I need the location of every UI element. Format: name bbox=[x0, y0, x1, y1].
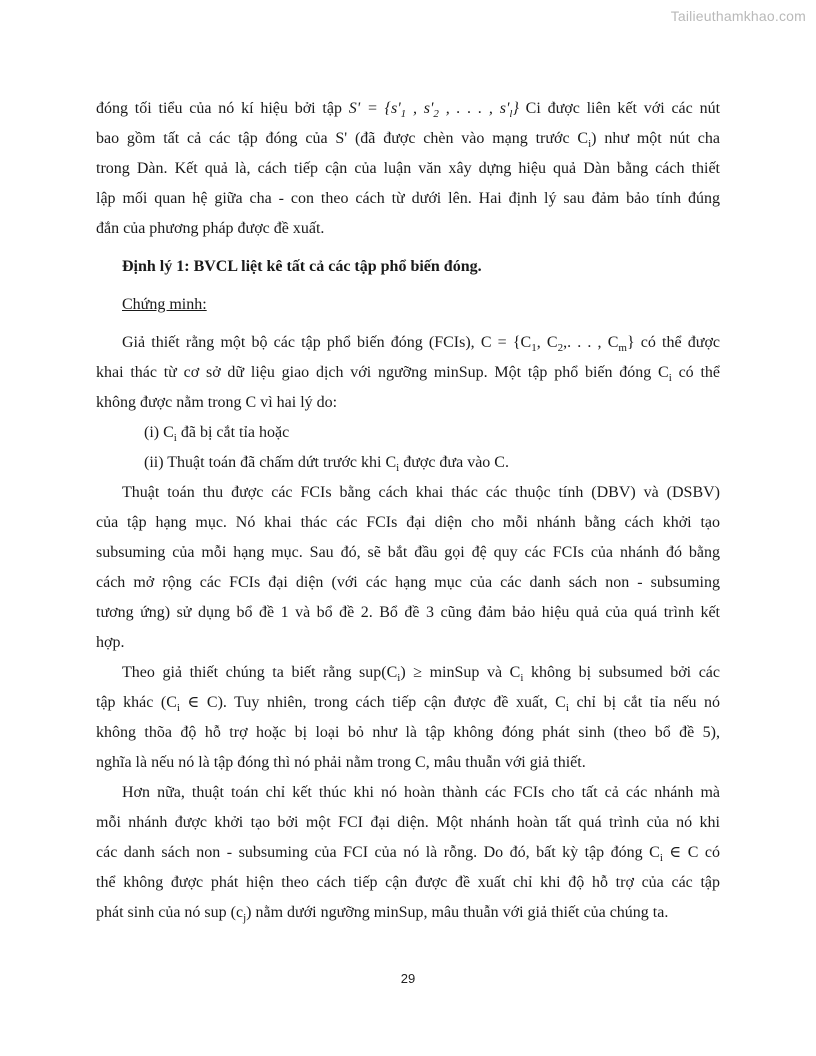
closed-set-notation: $S' = \{s'_1$ , $s'_2$ , . . . , $s'_l$} bbox=[348, 100, 519, 121]
paragraph-termination bbox=[96, 778, 720, 928]
reason-item-2: (ii) Thuật toán đã chấm dứt trước khi $C_i$ được đưa vào C. bbox=[144, 454, 509, 475]
theorem-heading: Định lý 1: BVCL liệt kê tất cả các tập phổ biến đóng. bbox=[122, 258, 482, 275]
text-line: không được nằm trong C vì hai lý do: bbox=[96, 394, 338, 411]
paragraph-algorithm bbox=[96, 478, 720, 658]
text-line: khai thác từ cơ sở dữ liệu giao dịch với ngưỡng minSup. Một tập phổ biến đóng $C_i$ có thể bbox=[96, 364, 720, 385]
text-line: nghĩa là nếu nó là tập đóng thì nó phải nằm trong C, mâu thuẫn với giả thiết. bbox=[96, 754, 586, 771]
text-line: Giả thiết rằng một bộ các tập phổ biến đóng (FCIs), $C = \{C_1$, $C_2$,. . . , $C_m$} có thể được bbox=[122, 334, 721, 355]
text-line: bao gồm tất cả các tập đóng của S' (đã được chèn vào mạng trước $C_i$) như một nút cha bbox=[96, 130, 720, 151]
watermark-text: Tailieuthamkhao.com bbox=[670, 8, 806, 24]
text-line: tương ứng) sử dụng bổ đề 1 và bổ đề 2. Bổ đề 3 cũng đảm bảo hiệu quả của quá trình kết bbox=[96, 604, 720, 621]
document-body bbox=[96, 94, 720, 928]
text-line: mỗi nhánh được khởi tạo bởi một FCI đại diện. Một nhánh hoàn tất quá trình của nó khi bbox=[96, 814, 720, 831]
paragraph-support bbox=[96, 658, 720, 778]
text-line: subsuming của mỗi hạng mục. Sau đó, sẽ bắt đầu gọi đệ quy các FCIs của nhánh đó bằng bbox=[96, 544, 720, 561]
text-line bbox=[96, 94, 720, 124]
text-line: trong Dàn. Kết quả là, cách tiếp cận của luận văn xây dựng hiệu quả Dàn bằng cách thiết bbox=[96, 160, 720, 177]
text-line: cách mở rộng các FCIs đại diện (với các hạng mục của các danh sách non - subsuming bbox=[96, 574, 720, 591]
text-line: thể không được phát hiện theo cách tiếp cận được đề xuất chỉ khi độ hỗ trợ của các tập bbox=[96, 874, 720, 891]
text-line: của tập hạng mục. Nó khai thác các FCIs đại diện cho mỗi nhánh bằng cách khởi tạo bbox=[96, 514, 720, 531]
text-line: các danh sách non - subsuming của FCI của nó là rỗng. Do đó, bất kỳ tập đóng $C_i$ ∈ C có bbox=[96, 844, 720, 865]
text-line: Thuật toán thu được các FCIs bằng cách khai thác các thuộc tính (DBV) và (DSBV) bbox=[122, 484, 720, 501]
text-line: hợp. bbox=[96, 634, 125, 651]
text-line: Hơn nữa, thuật toán chỉ kết thúc khi nó hoàn thành các FCIs cho tất cả các nhánh mà bbox=[122, 784, 720, 801]
text-line: đắn của phương pháp được đề xuất. bbox=[96, 220, 325, 237]
paragraph-lattice bbox=[96, 94, 720, 244]
text-line: không thõa độ hỗ trợ hoặc bị loại bỏ như là tập không đóng phát sinh (theo bổ đề 5), bbox=[96, 724, 720, 741]
text-line: Theo giả thiết chúng ta biết rằng $sup(C_i)$ ≥ minSup và $C_i$ không bị subsumed bởi các bbox=[122, 664, 721, 685]
text-span: đóng tối tiểu của nó kí hiệu bởi tập bbox=[96, 100, 349, 117]
text-line: phát sinh của nó sup $(c_j)$ nằm dưới ngưỡng minSup, mâu thuẫn với giả thiết của chúng ta. bbox=[96, 904, 669, 925]
proof-label: Chứng minh: bbox=[122, 296, 207, 313]
text-line: lập mối quan hệ giữa cha - con theo cách từ dưới lên. Hai định lý sau đảm bảo tính đúng bbox=[96, 190, 720, 207]
reason-item-1: (i) $C_i$ đã bị cắt tỉa hoặc bbox=[144, 424, 290, 445]
text-line: tập khác ($C_i$ ∈ C). Tuy nhiên, trong cách tiếp cận được đề xuất, $C_i$ chỉ bị cắt tỉa nếu nó bbox=[96, 694, 720, 715]
paragraph-assumption bbox=[96, 328, 720, 418]
page-number: 29 bbox=[400, 971, 416, 986]
text-span: Ci được liên kết với các nút bbox=[518, 100, 721, 117]
